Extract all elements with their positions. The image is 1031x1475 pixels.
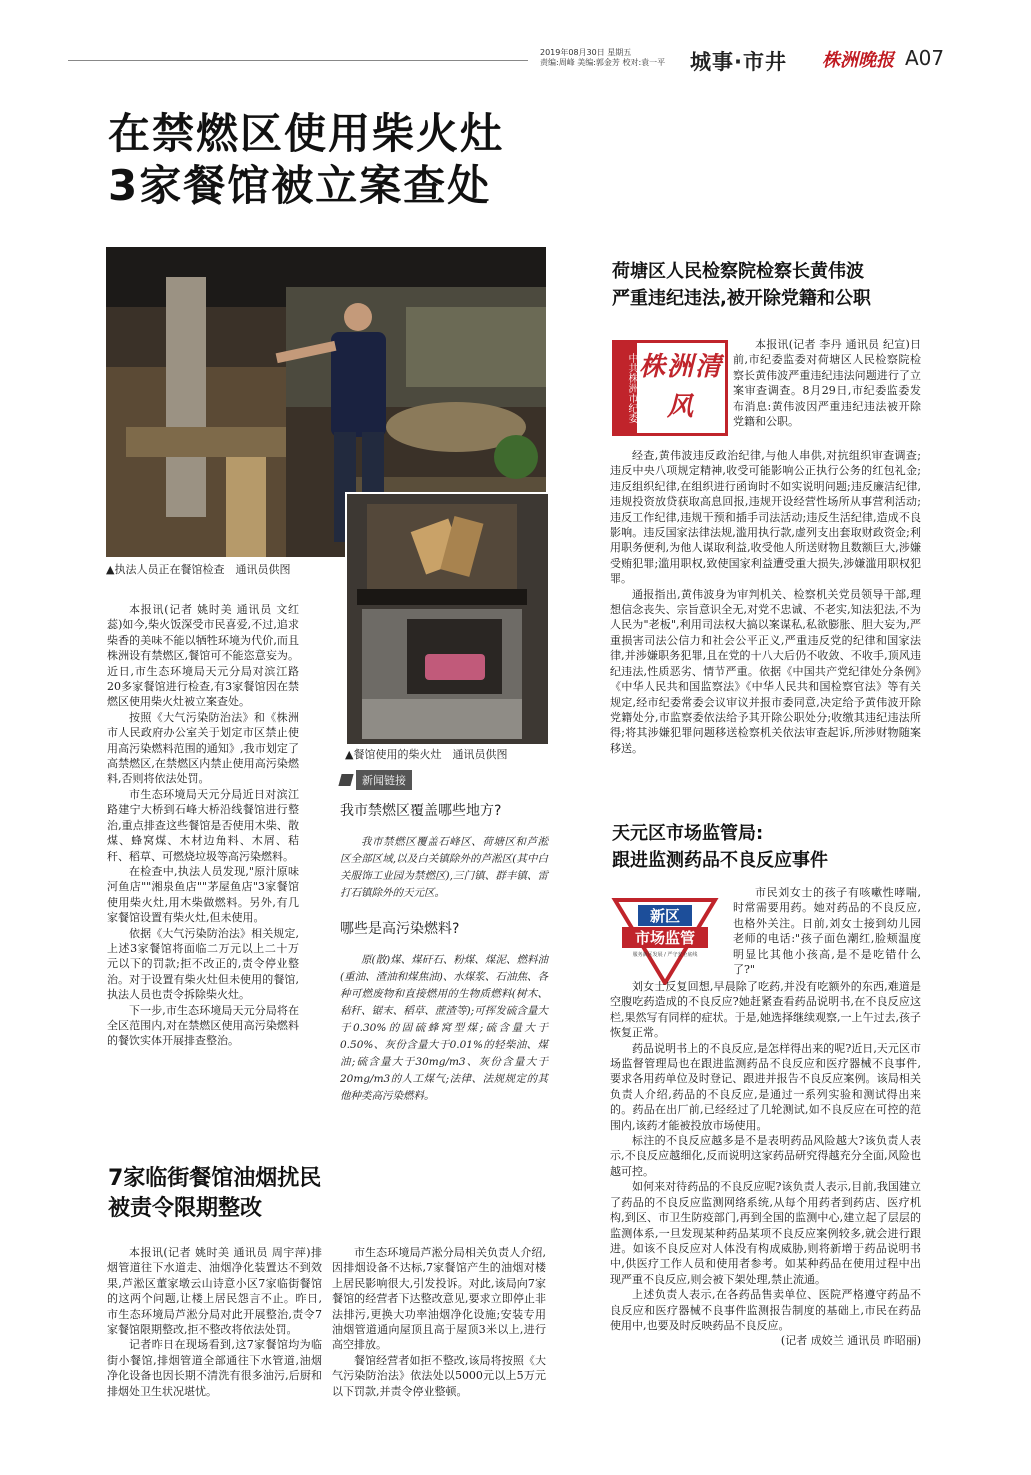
right2-lead-text: 市民刘女士的孩子有咳嗽性哮喘,时常需要用药。她对药品的不良反应,也格外关注。日前,刘女士接到幼儿园老师的电话:"孩子面色潮红,脸颊温度明显比其他小孩高,是不是吃错什么了?" — [733, 886, 921, 977]
main-paragraph: 下一步,市生态环境局天元分局将在全区范围内,对在禁燃区使用高污染燃料的餐饮实体开展排查整治。 — [107, 1003, 299, 1048]
arrow-icon — [338, 774, 353, 786]
main-paragraph: 按照《大气污染防治法》和《株洲市人民政府办公室关于划定市区禁止使用高污染燃料范围的通知》,我市划定了高禁燃区,在禁燃区内禁止使用高污染燃料,否则将依法处罚。 — [107, 710, 299, 786]
right-story2-headline — [612, 820, 828, 874]
market-supervision-badge — [610, 895, 720, 985]
answer-1-text: 我市禁燃区覆盖石峰区、荷塘区和芦淞区全部区域,以及白关镇除外的芦淞区(其中白关服饰工业园为禁燃区),三门镇、群丰镇、雷打石镇除外的天元区。 — [340, 836, 548, 899]
right2-headline-line2: 跟进监测药品不良反应事件 — [612, 850, 828, 871]
main-paragraph: 本报讯(记者 姚时美 通讯员 文红蕊)如今,柴火饭深受市民喜爱,不过,追求柴香的美味不能以牺牲环境为代价,而且株洲设有禁燃区,餐馆可不能恣意妄为。近日,市生态环境局天元分局对滨江路20多家餐馆进行检查,有3家餐馆因在禁燃区使用柴火灶被立案查处。 — [107, 603, 299, 709]
second-paragraph: 本报讯(记者 姚时美 通讯员 周宇萍)排烟管道往下水道走、油烟净化装置达不到效果,芦淞区董家墩云山诗意小区7家临街餐馆的这两个问题,让楼上居民怨言不止。昨日,市生态环境局芦淞分局对此开展整治,责令7家餐馆限期整改,拒不整改将依法处罚。 — [107, 1246, 322, 1337]
right2-byline: (记者 成姣兰 通讯员 昨昭丽) — [780, 1334, 921, 1348]
main-headline-line1: 在禁燃区使用柴火灶 — [108, 109, 505, 158]
second-story-col1 — [107, 1245, 322, 1399]
right-story1-headline — [612, 258, 932, 312]
right1-paragraph: 通报指出,黄伟波身为审判机关、检察机关党员领导干部,理想信念丧失、宗旨意识全无,对党不忠诚、不老实,知法犯法,不为人民为"老板",利用司法权大搞以案谋私,私欲膨胀、胆大妄为,严重损害司法公信力和社会公平正义,严重违反党的纪律和国家法律,并涉嫌职务犯罪,且在党的十八大后仍不收敛、不收手,顶风违纪违法,性质恶劣、情节严重。依据《中国共产党纪律处分条例》《中华人民共和国监察法》《中华人民共和国检察官法》等有关规定,经市纪委常委会议审议并报市委同意,决定给予黄伟波开除党籍处分,市监察委依法给予其开除公职处分;收缴其违纪违法所得;将其涉嫌犯罪问题移送检察机关依法审查起诉,所涉财物随案移送。 — [610, 587, 921, 755]
question-1: 我市禁燃区覆盖哪些地方? — [340, 803, 502, 819]
right2-paragraph: 刘女士反复回想,早晨除了吃药,并没有吃额外的东西,难道是空腹吃药造成的不良反应?她赶紧查看药品说明书,在不良反应这栏,果然写有同样的症状。于是,她选择继续观察,一上午过去,孩子恢复正常。 — [610, 980, 921, 1040]
page-number: A07 — [905, 46, 945, 70]
right1-headline-line1: 荷塘区人民检察院检察长黄伟波 — [612, 261, 864, 282]
badge-line2: 市场监管 — [622, 927, 708, 948]
right-story1-lead — [733, 337, 921, 429]
news-link-section — [340, 770, 548, 1105]
main-headline — [108, 108, 504, 212]
badge-small: 服务新区发展 / 严守安全底线 — [632, 952, 698, 958]
right2-paragraph: 如何来对待药品的不良反应呢?该负责人表示,目前,我国建立了药品的不良反应监测网络系统,从每个用药者到药店、医疗机构,到区、市卫生防疫部门,再到全国的监测中心,建立起了层层的监测体系,一旦发现某种药品某项不良反应案例较多,就会进行跟进。如该不良反应对人体没有构成威胁,则将新增于药品说明书中,供医疗工作人员和使用者参考。如某种药品在使用过程中出现严重不良反应,则会被下架处理,禁止流通。 — [610, 1180, 921, 1286]
question-2: 哪些是高污染燃料? — [340, 921, 460, 937]
right2-paragraph: 药品说明书上的不良反应,是怎样得出来的呢?近日,天元区市场监督管理局也在跟进监测药品不良反应和医疗器械不良事件,要求各用药单位及时登记、跟进并报告不良反应案例。该局相关负责人介绍,药品的不良反应,是通过一系列实验和测试得出来的。药品在出厂前,已经经过了几轮测试,如不良反应在可控的范围内,该药才能被投放市场使用。 — [610, 1041, 921, 1132]
badge-line1: 新区 — [638, 905, 692, 926]
second-story-col2 — [332, 1245, 546, 1399]
right1-paragraph: 经查,黄伟波违反政治纪律,与他人串供,对抗组织审查调查;违反中央八项规定精神,收受可能影响公正执行公务的红包礼金;违反组织纪律,在组织进行函询时不如实说明问题;违反廉洁纪律,违规投资放贷获取高息回报,违规开设经营性场所从事营利活动;违反工作纪律,违规干预和插手司法活动;违反生活纪律,造成不良影响。违反国家法律法规,滥用执行款,虚列支出套取财政资金;利用职务便利,为他人谋取利益,收受他人所送财物且数额巨大,涉嫌受贿犯罪;滥用职权,致使国家利益遭受重大损失,涉嫌滥用职权犯罪。 — [610, 449, 921, 586]
main-paragraph: 在检查中,执法人员发现,"原汁原味河鱼店""湘泉鱼店""茅屋鱼店"3家餐馆使用柴火灶,用木柴做燃料。另外,有几家餐馆设置有柴火灶,但未使用。 — [107, 864, 299, 925]
second-paragraph: 记者昨日在现场看到,这7家餐馆均为临街小餐馆,排烟管道全部通往下水管道,油烟净化设备也因长期不清洗有很多油污,后厨和排烟处卫生状况堪忧。 — [107, 1338, 322, 1398]
second-paragraph: 市生态环境局芦淞分局相关负责人介绍,因排烟设备不达标,7家餐馆产生的油烟对楼上居民影响很大,引发投诉。对此,该局向7家餐馆的经营者下达整改意见,要求立即停止非法排污,更换大功率油烟净化设施;安装专用油烟管道通向屋顶且高于屋顶3米以上,进行高空排放。 — [332, 1246, 546, 1352]
main-headline-line2: 3家餐馆被立案查处 — [108, 161, 492, 210]
second-headline-line1: 7家临街餐馆油烟扰民 — [108, 1166, 322, 1191]
answer-2 — [340, 952, 548, 1105]
right2-headline-line1: 天元区市场监管局: — [612, 823, 764, 844]
right-story2-lead — [733, 885, 921, 977]
main-story-body — [107, 602, 299, 1049]
stove-photo-caption: ▲餐馆使用的柴火灶 通讯员供图 — [345, 748, 508, 761]
masthead-rule — [68, 60, 528, 61]
right-story2-body — [610, 979, 921, 1349]
answer-1 — [340, 834, 548, 902]
right2-paragraph: 标注的不良反应越多是不是表明药品风险越大?该负责人表示,不良反应越细化,反而说明这家药品研究得越充分全面,风险也越可控。 — [610, 1134, 921, 1178]
inspection-photo-caption: ▲执法人员正在餐馆检查 通讯员供图 — [106, 563, 291, 576]
answer-2-text: 原(散)煤、煤矸石、粉煤、煤泥、燃料油(重油、渣油和煤焦油)、水煤浆、石油焦、各种可燃废物和直接燃用的生物质燃料(树木、秸秆、锯末、稻草、蔗渣等);可挥发硫含量大于0.30%的固硫蜂窝型煤;硫含量大于0.50%、灰份含量大于0.01%的轻柴油、煤油;硫含量大于30mg/m3、灰份含量大于20mg/m3的人工煤气;法律、法规规定的其他种类高污染燃料。 — [340, 954, 548, 1102]
date-line: 2019年08月30日 星期五 — [540, 48, 632, 57]
main-paragraph: 依据《大气污染防治法》相关规定,上述3家餐馆将面临二万元以上二十万元以下的罚款;拒不改正的,责令停业整治。对于设置有柴火灶但未使用的餐馆,执法人员也责令拆除柴火灶。 — [107, 926, 299, 1002]
news-link-label: 新闻链接 — [356, 770, 412, 790]
qingfeng-seal — [612, 340, 728, 436]
masthead-meta — [540, 48, 680, 68]
section-title: 城事·市井 — [690, 50, 787, 74]
editors-line: 责编:周峰 美编:郭金芳 校对:袁一平 — [540, 58, 666, 67]
second-paragraph: 餐馆经营者如拒不整改,该局将按照《大气污染防治法》依法处以5000元以上5万元以下罚款,并责令停业整顿。 — [332, 1353, 546, 1398]
stove-photo — [345, 492, 550, 746]
right1-lead-text: 本报讯(记者 李丹 通讯员 纪宣)日前,市纪委监委对荷塘区人民检察院检察长黄伟波严重违纪违法问题进行了立案审查调查。8月29日,市纪委监委发布消息:黄伟波因严重违纪违法被开除党籍和公职。 — [733, 338, 921, 429]
second-story-headline — [108, 1164, 321, 1224]
newspaper-logo: 株洲晚报 — [822, 50, 894, 71]
right2-paragraph: 上述负责人表示,在各药品售卖单位、医院严格遵守药品不良反应和医疗器械不良事件监测报告制度的基础上,市民在药品使用中,也要及时反映药品不良反应。 — [610, 1288, 921, 1332]
main-paragraph: 市生态环境局天元分局近日对滨江路建宁大桥到石峰大桥沿线餐馆进行整治,重点排查这些餐馆是否使用木柴、散煤、蜂窝煤、木材边角料、木屑、秸秆、稻草、可燃烧垃圾等高污染燃料。 — [107, 787, 299, 863]
second-headline-line2: 被责令限期整改 — [108, 1196, 263, 1221]
seal-big-text: 株洲清风 — [638, 352, 723, 422]
right1-headline-line2: 严重违纪违法,被开除党籍和公职 — [612, 288, 871, 309]
right-story1-body — [610, 448, 921, 756]
seal-small-text: 中共株洲市纪委 — [615, 343, 637, 433]
news-link-header — [340, 770, 548, 790]
